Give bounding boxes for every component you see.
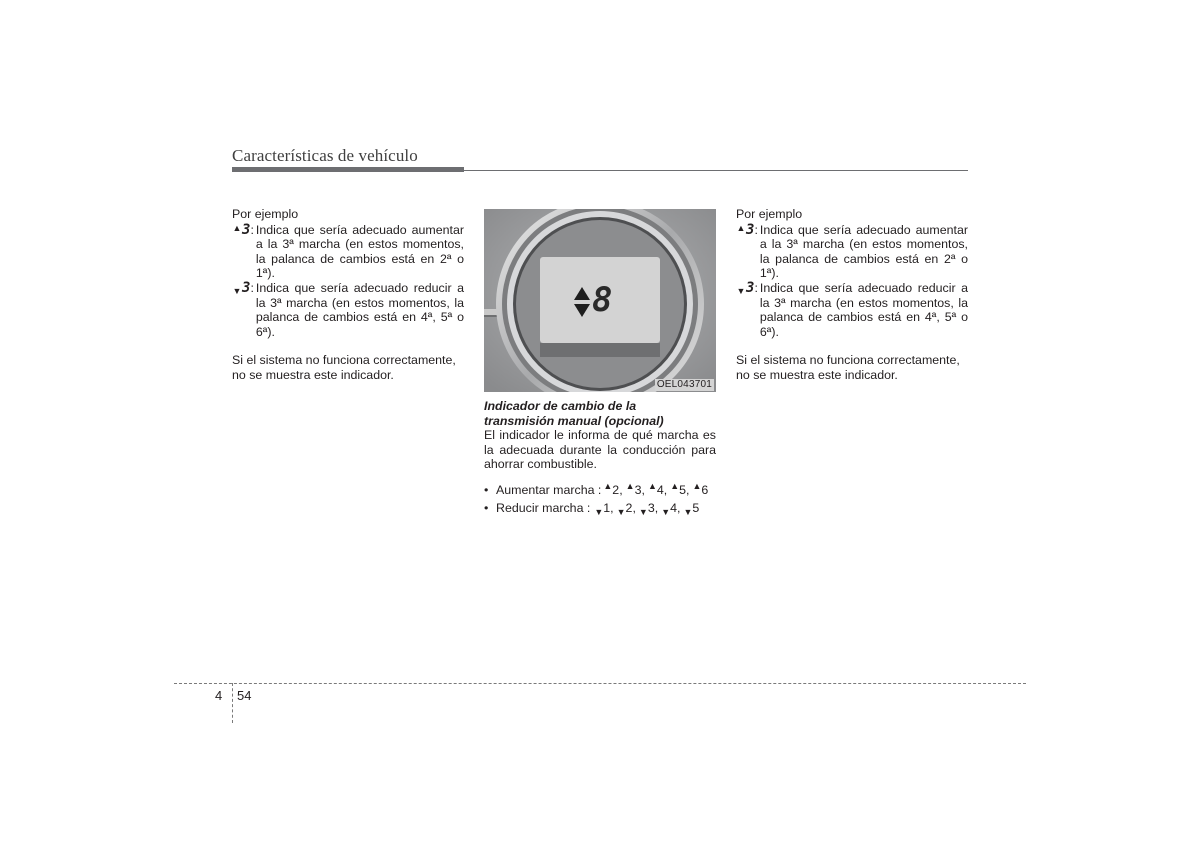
page-header-title: Características de vehículo xyxy=(232,146,418,165)
bullet-upshift: • Aumentar marcha : ▲ 2 , ▲ 3 , ▲ 4 , ▲ 5 , ▲ 6 xyxy=(484,482,716,500)
right-column xyxy=(736,207,968,383)
upshift-text: Indica que sería adecuado aumentar a la 3ª marcha (en estos momentos, la palanca de cambios está en 2ª o 1ª). xyxy=(255,222,464,281)
malfunction-note: Si el sistema no funciona correctamente, no se muestra este indicador. xyxy=(736,353,960,382)
triangle-up-icon: ▲ xyxy=(692,480,702,491)
caption-line-2: transmisión manual (opcional) xyxy=(484,413,664,428)
upshift-symbol: ▲ 3 : xyxy=(232,221,254,238)
upshift-text: Indica que sería adecuado aumentar a la 3ª marcha (en estos momentos, la palanca de cambios está en 2ª o 1ª). xyxy=(759,222,968,281)
triangle-down-icon: ▼ xyxy=(594,506,604,517)
gear-number: 6 xyxy=(701,482,709,497)
upshift-label: Aumentar marcha : xyxy=(496,482,602,497)
symbol-digit: 3 xyxy=(746,221,754,238)
chapter-number: 4 xyxy=(215,688,223,703)
footer-dashed-rule xyxy=(174,683,1026,684)
gear-number: 2 xyxy=(612,482,620,497)
triangle-up-icon: ▲ xyxy=(603,480,613,491)
page-number: 54 xyxy=(237,688,252,703)
left-column xyxy=(232,207,464,383)
header-rule-thick xyxy=(232,167,464,172)
gear-number: 3 xyxy=(647,500,655,515)
upshift-explanation xyxy=(232,223,464,281)
triangle-up-icon: ▲ xyxy=(625,480,635,491)
gear-bullet-list xyxy=(484,482,716,518)
downshift-explanation xyxy=(232,281,464,339)
footer-page-divider xyxy=(232,683,233,723)
gear-number: 4 xyxy=(656,482,664,497)
gear-number: 4 xyxy=(670,500,678,515)
triangle-up-icon: ▲ xyxy=(232,222,242,233)
triangle-down-icon: ▼ xyxy=(683,506,693,517)
triangle-up-icon: ▲ xyxy=(647,480,657,491)
gear-number: 5 xyxy=(692,500,700,515)
triangle-up-icon: ▲ xyxy=(670,480,680,491)
triangle-down-icon: ▼ xyxy=(736,285,746,296)
symbol-digit: 3 xyxy=(242,221,250,238)
triangle-down-icon: ▼ xyxy=(616,506,626,517)
indicator-description: El indicador le informa de qué marcha es la adecuada durante la conducción para ahorrar combustible. xyxy=(484,428,716,472)
gear-number: 2 xyxy=(625,500,633,515)
gauge-display-digit: 8 xyxy=(592,280,613,320)
downshift-text: Indica que sería adecuado reducir a la 3ª marcha (en estos momentos, la palanca de cambios está en 4ª, 5ª o 6ª). xyxy=(759,280,968,339)
gear-number: 5 xyxy=(679,482,687,497)
upshift-symbol: ▲ 3 : xyxy=(736,221,758,238)
symbol-digit: 3 xyxy=(746,279,754,296)
triangle-up-icon: ▲ xyxy=(736,222,746,233)
malfunction-note: Si el sistema no funciona correctamente, no se muestra este indicador. xyxy=(232,353,456,382)
example-intro: Por ejemplo xyxy=(232,207,299,221)
downshift-symbol: ▼ 3 : xyxy=(736,279,758,296)
header-rule-thin xyxy=(464,170,968,171)
triangle-down-icon: ▼ xyxy=(661,506,671,517)
downshift-label: Reducir marcha : xyxy=(496,500,591,515)
caption-line-1: Indicador de cambio de la xyxy=(484,399,637,413)
upshift-explanation xyxy=(736,223,968,281)
example-intro: Por ejemplo xyxy=(736,207,803,221)
triangle-down-icon: ▼ xyxy=(638,506,648,517)
downshift-symbol: ▼ 3 : xyxy=(232,279,254,296)
figure-code: OEL043701 xyxy=(656,379,712,390)
downshift-text: Indica que sería adecuado reducir a la 3ª marcha (en estos momentos, la palanca de cambios está en 4ª, 5ª o 6ª). xyxy=(255,280,464,339)
figure-caption xyxy=(484,399,716,428)
gear-number: 3 xyxy=(634,482,642,497)
bullet-downshift: • Reducir marcha : ▼ 1 , ▼ 2 , ▼ 3 , ▼ 4 , ▼ 5 xyxy=(484,500,716,518)
gear-indicator-figure xyxy=(484,209,716,392)
middle-column xyxy=(484,209,716,518)
symbol-digit: 3 xyxy=(242,279,250,296)
downshift-explanation xyxy=(736,281,968,339)
gear-number: 1 xyxy=(603,500,611,515)
triangle-down-icon: ▼ xyxy=(232,285,242,296)
